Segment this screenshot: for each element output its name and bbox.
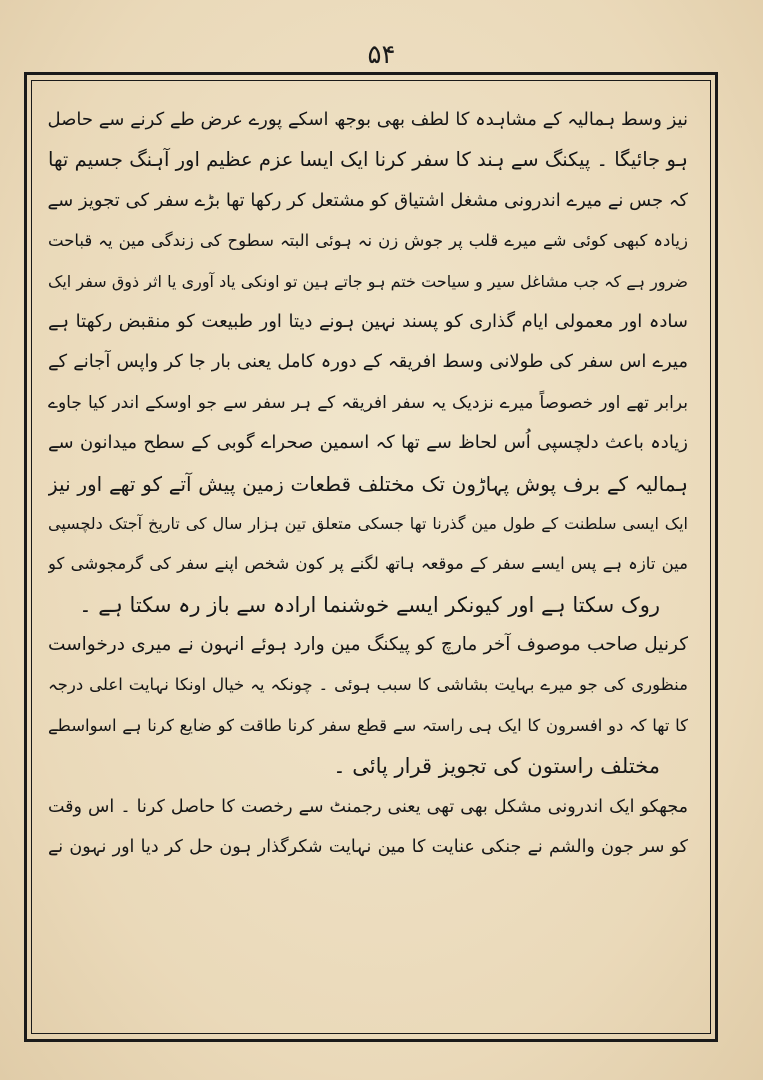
text-line-paragraph-end: مختلف راستون کی تجویز قرار پائی ۔ (333, 754, 660, 779)
text-line: کا تھا کہ دو افسرون کا ایک ہی راستہ سے قطع سفر کرنا طاقت کو ضایع کرنا ہے اسواسطے (48, 715, 688, 735)
text-line-paragraph-start: کرنیل صاحب موصوف آخر مارچ کو پیکنگ مین وارد ہوئے انہون نے میری درخواست (48, 634, 688, 656)
text-line: میرے اس سفر کی طولانی وسط افریقہ کے دورہ کامل یعنی بار جا کر واپس آجانے کے (48, 351, 688, 373)
text-line: زیادہ باعث دلچسپی اُس لحاظ سے تھا کہ اسمین صحراے گوبی کے سطح میدانون سے (48, 432, 688, 454)
text-line-paragraph-start: مجھکو ایک اندرونی مشکل بھی تھی یعنی رجمنٹ سے رخصت کا حاصل کرنا ۔ اس وقت (48, 796, 688, 817)
text-line: کہ جس نے میرے اندرونی مشغل اشتیاق کو مشتعل کر رکھا تھا بڑے سفر کی تجویز سے (48, 189, 688, 211)
text-line: برابر تھے اور خصوصاً میرے نزدیک یہ سفر افریقہ کے ہر سفر سے جو اوسکے اندر کیا جاوے (48, 392, 688, 413)
text-line: کو سر جون والشم نے جنکی عنایت کا مین نہایت شکرگذار ہون حل کر دیا اور نہون نے (48, 837, 688, 858)
text-line: سادہ اور معمولی ایام گذاری کو پسند نہین ہونے دیتا اور طبیعت کو منقبض رکھتا ہے (48, 310, 688, 332)
text-line: منظوری کی جو میرے بہایت بشاشی کا سبب ہوئی ۔ چونکہ یہ خیال اونکا نہایت اعلی درجہ (48, 675, 688, 695)
text-line: مین تازہ ہے پس ایسے سفر کے موقعہ ہاتھ لگنے پر کون شخص اپنے سفر کی گرمجوشی کو (48, 554, 688, 574)
text-line: ہمالیہ کے برف پوش پہاڑون تک مختلف قطعات زمین پیش آتے کو تھے اور نیز (48, 471, 688, 496)
text-line: نیز وسط ہمالیہ کے مشاہدہ کا لطف بھی بوجھ اسکے پورے عرض طے کرنے سے حاصل (48, 109, 688, 130)
text-line: ایک ایسی سلطنت کے طول مین گذرنا تھا جسکی متعلق تین ہزار سال کی تاریخ آجتک دلچسپی (48, 513, 688, 533)
page-number: ۵۴ (367, 40, 396, 70)
text-line: ضرور ہے کہ جب مشاغل سیر و سیاحت ختم ہو جاتے ہین تو اونکی یاد آوری یا اثر ذوق سفر ایک (48, 271, 688, 291)
body-text (48, 100, 688, 1025)
text-line: ہو جائیگا ۔ پیکنگ سے ہند کا سفر کرنا ایک ایسا عزم عظیم اور آہنگ جسیم تھا (48, 148, 688, 172)
text-line: زیادہ کبھی کوئی شے میرے قلب پر جوش زن نہ ہوئی البتہ سطوح کی زندگی مین یہ قباحت (48, 231, 688, 251)
text-line-paragraph-end: روک سکتا ہے اور کیونکر ایسے خوشنما ارادہ سے باز رہ سکتا ہے ۔ (79, 592, 660, 617)
